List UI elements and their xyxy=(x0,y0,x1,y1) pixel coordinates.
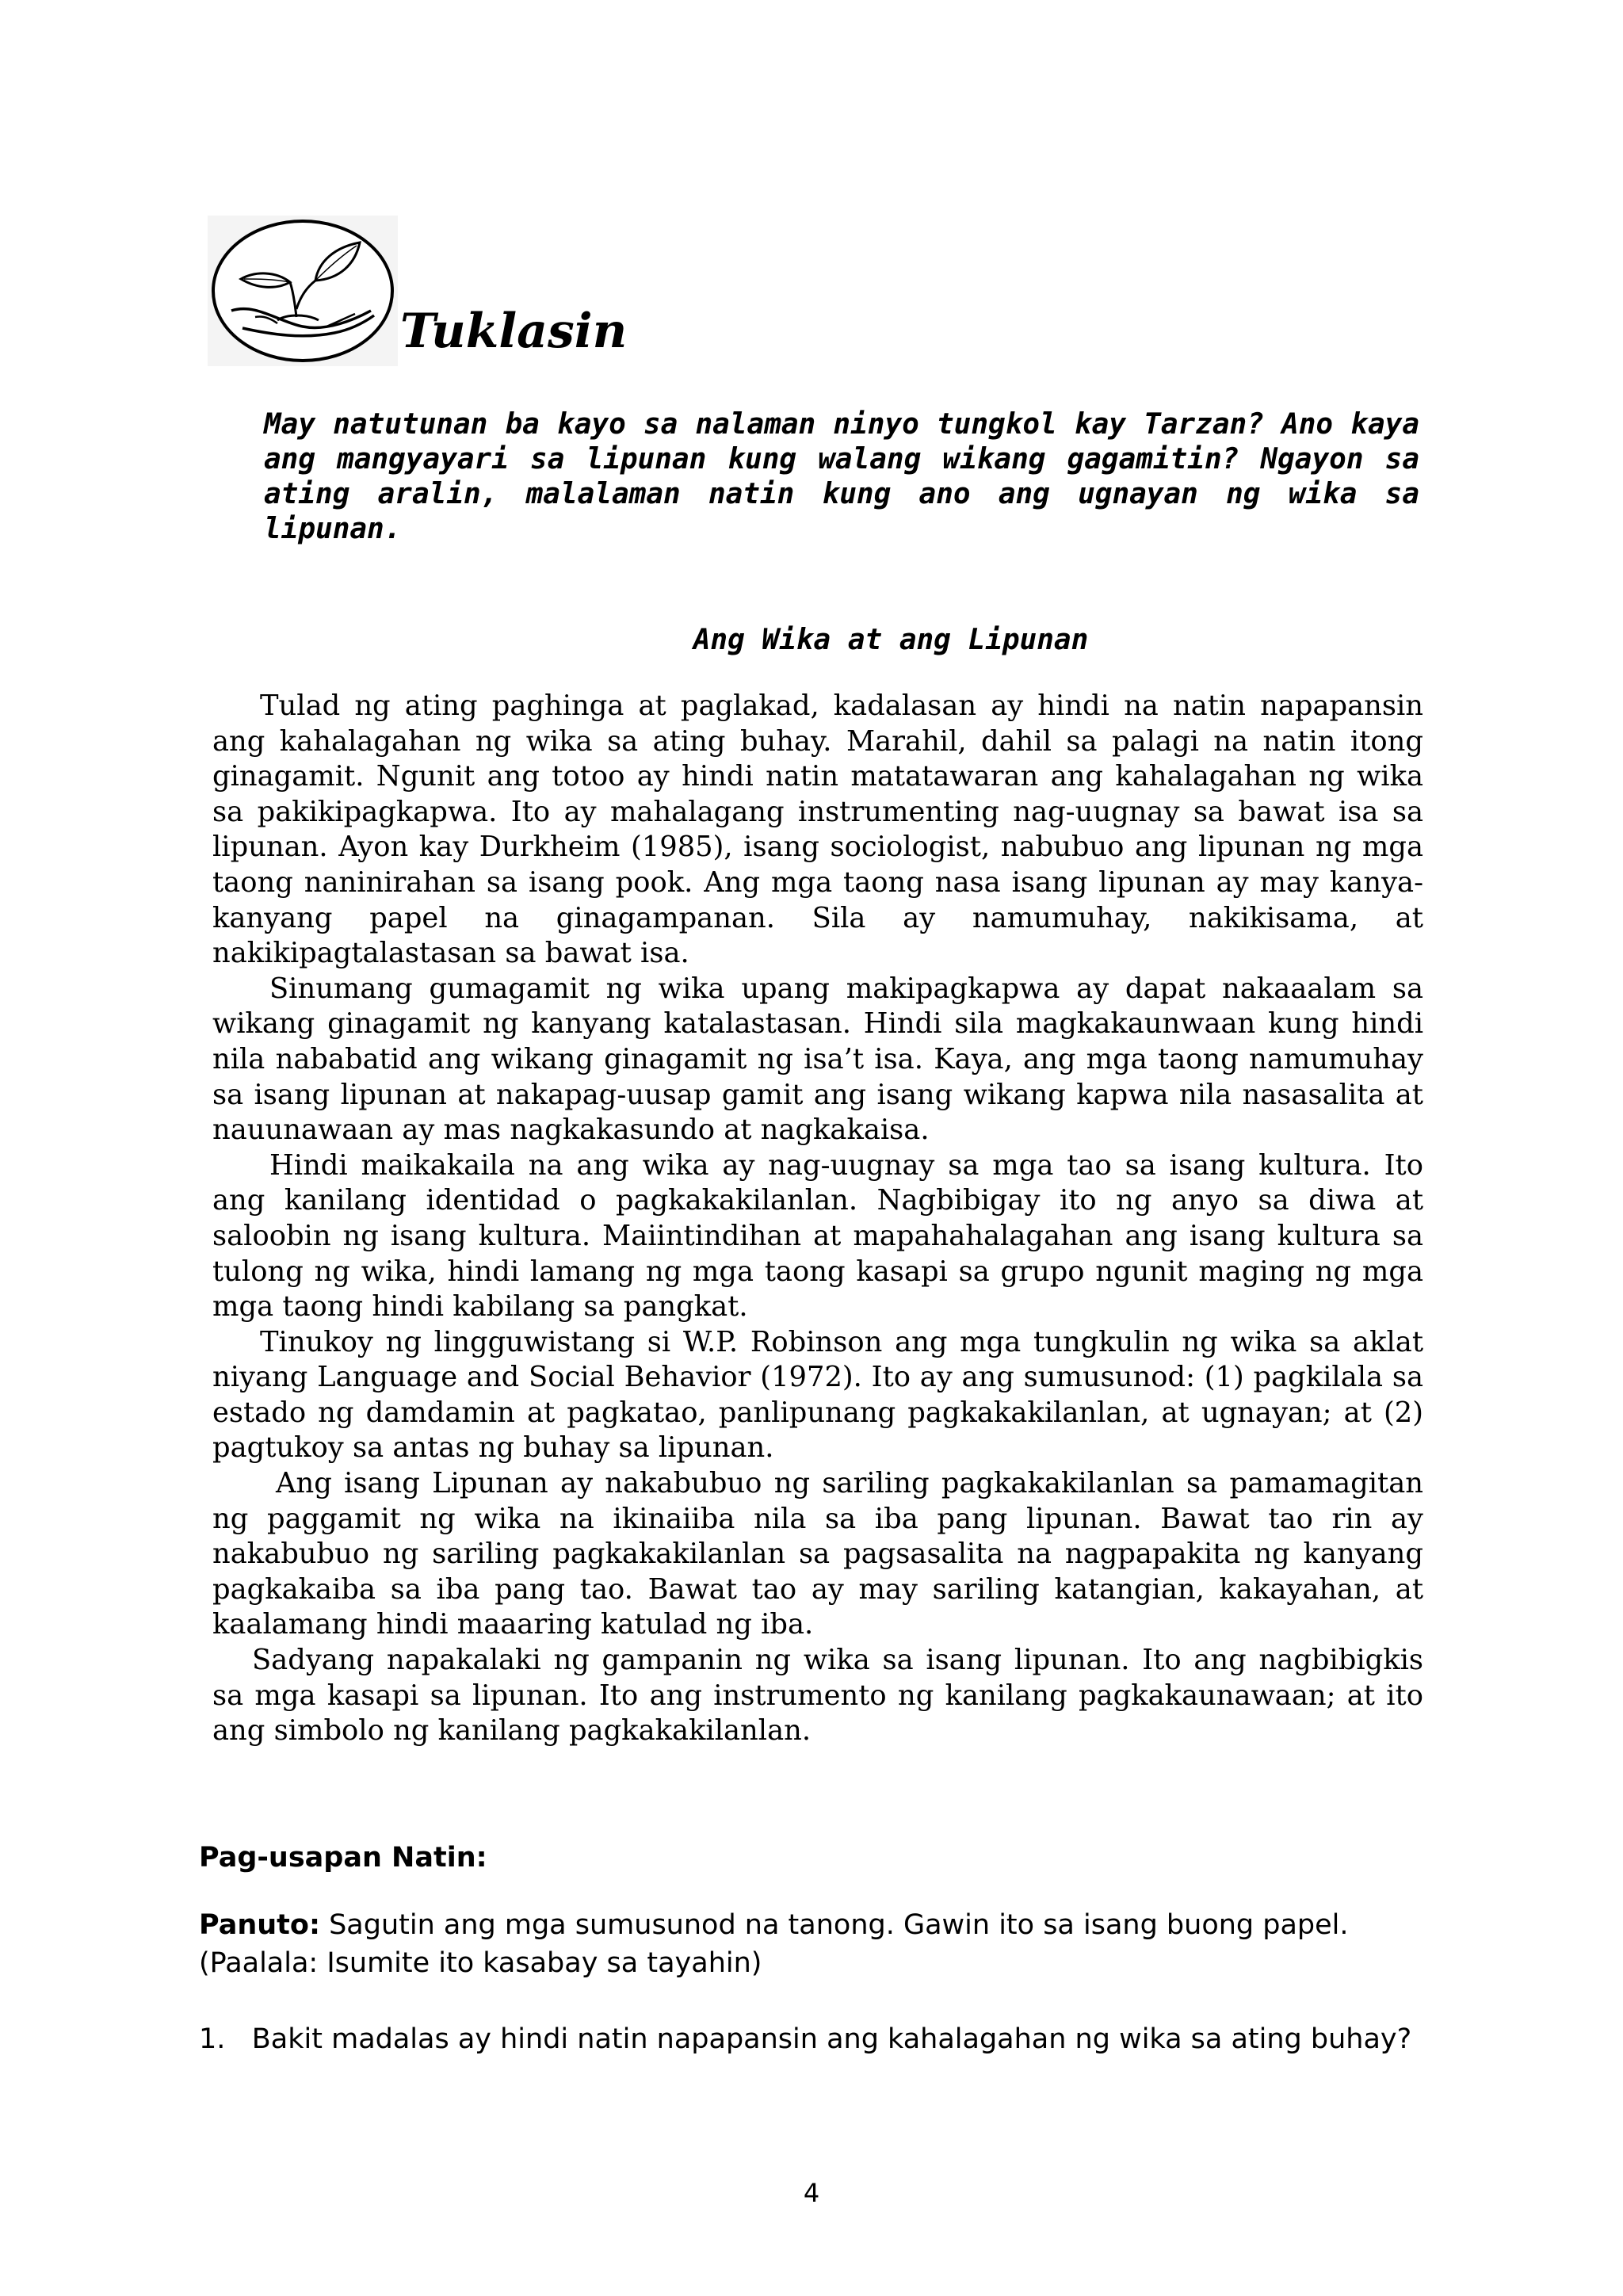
question-number: 1. xyxy=(199,2023,226,2055)
article-title xyxy=(0,623,1623,658)
article-paragraph-1: Tulad ng ating paghinga at paglakad, kadalasan ay hindi na natin napapansin ang kahalagahan ng wika sa ating buhay. Marahil, dahil sa palagi na natin itong ginagamit. Ngunit ang totoo ay hindi natin matatawaran ang kahalagahan ng wika sa pakikipagkapwa. Ito ay mahalagang instrumenting nag-uugnay sa bawat isa sa lipunan. Ayon kay Durkheim (1985), isang sociologist, nabubuo ang lipunan ng mga taong naninirahan sa isang pook. Ang mga taong nasa isang lipunan ay may kanya-kanyang papel na ginagampanan. Sila ay namumuhay, nakikisama, at nakikipagtalastasan sa bawat isa. xyxy=(212,690,1423,970)
hand-seedling-logo-icon xyxy=(208,216,398,366)
discussion-heading: Pag-usapan Natin: xyxy=(199,1842,487,1874)
article-paragraph-4: Tinukoy ng lingguwistang si W.P. Robinson ang mga tungkulin ng wika sa aklat niyang Language and Social Behavior (1972). Ito ay ang sumusunod: (1) pagkilala sa estado ng damdamin at pagkatao, panlipunang pagkakakilanlan, at ugnayan; at (2) pagtukoy sa antas ng buhay sa lipunan. xyxy=(212,1325,1423,1465)
instruction-reminder: (Paalala: Isumite ito kasabay sa tayahin) xyxy=(199,1947,762,1979)
instruction xyxy=(199,1906,1435,1982)
article-title-text: Ang Wika at ang Lipunan xyxy=(693,624,1089,656)
article-paragraph-6: Sadyang napakalaki ng gampanin ng wika sa isang lipunan. Ito ang nagbibigkis sa mga kasapi sa lipunan. Ito ang instrumento ng kanilang pagkakaunawaan; at ito ang simbolo ng kanilang pagkakakilanlan. xyxy=(212,1644,1423,1748)
intro-text: May natutunan ba kayo sa nalaman ninyo tungkol kay Tarzan? Ano kaya ang mangyayari sa lipunan kung walang wikang gagamitin? Ngayon sa ating aralin, malalaman natin kung ano ang ugnayan ng wika sa lipunan. xyxy=(264,408,1419,545)
article-body xyxy=(212,689,1423,1749)
section-title: Tuklasin xyxy=(400,304,628,359)
article-paragraph-3: Hindi maikakaila na ang wika ay nag-uugnay sa mga tao sa isang kultura. Ito ang kanilang identidad o pagkakakilanlan. Nagbibigay ito ng anyo sa diwa at saloobin ng isang kultura. Maiintindihan at mapahahalagahan ang isang kultura sa tulong ng wika, hindi lamang ng mga taong kasapi sa grupo ngunit maging ng mga mga taong hindi kabilang sa pangkat. xyxy=(212,1148,1423,1324)
page-number: 4 xyxy=(803,2178,820,2208)
question-item xyxy=(199,2013,1435,2065)
article-paragraph-5: Ang isang Lipunan ay nakabubuo ng sariling pagkakakilanlan sa pamamagitan ng paggamit ng wika na ikinaiiba nila sa iba pang lipunan. Bawat tao rin ay nakabubuo ng sariling pagkakakilanlan sa pagsasalita na nagpapakita ng kanyang pagkakaiba sa iba pang tao. Bawat tao ay may sariling katangian, kakayahan, at kaalamang hindi maaaring katulad ng iba. xyxy=(212,1467,1423,1641)
article-paragraph-2: Sinumang gumagamit ng wika upang makipagkapwa ay dapat nakaaalam sa wikang ginagamit ng kanyang katalastasan. Hindi sila magkakaunwaan kung hindi nila nababatid ang wikang ginagamit ng isa’t isa. Kaya, ang mga taong namumuhay sa isang lipunan at nakapag-uusap gamit ang isang wikang kapwa nila nasasalita at nauunawaan ay mas nagkakasundo at nagkakaisa. xyxy=(212,972,1423,1147)
instruction-text: Sagutin ang mga sumusunod na tanong. Gawin ito sa isang buong papel. xyxy=(329,1909,1349,1941)
instruction-label: Panuto: xyxy=(199,1909,320,1941)
question-text: Bakit madalas ay hindi natin napapansin ang kahalagahan ng wika sa ating buhay? xyxy=(251,2023,1412,2055)
